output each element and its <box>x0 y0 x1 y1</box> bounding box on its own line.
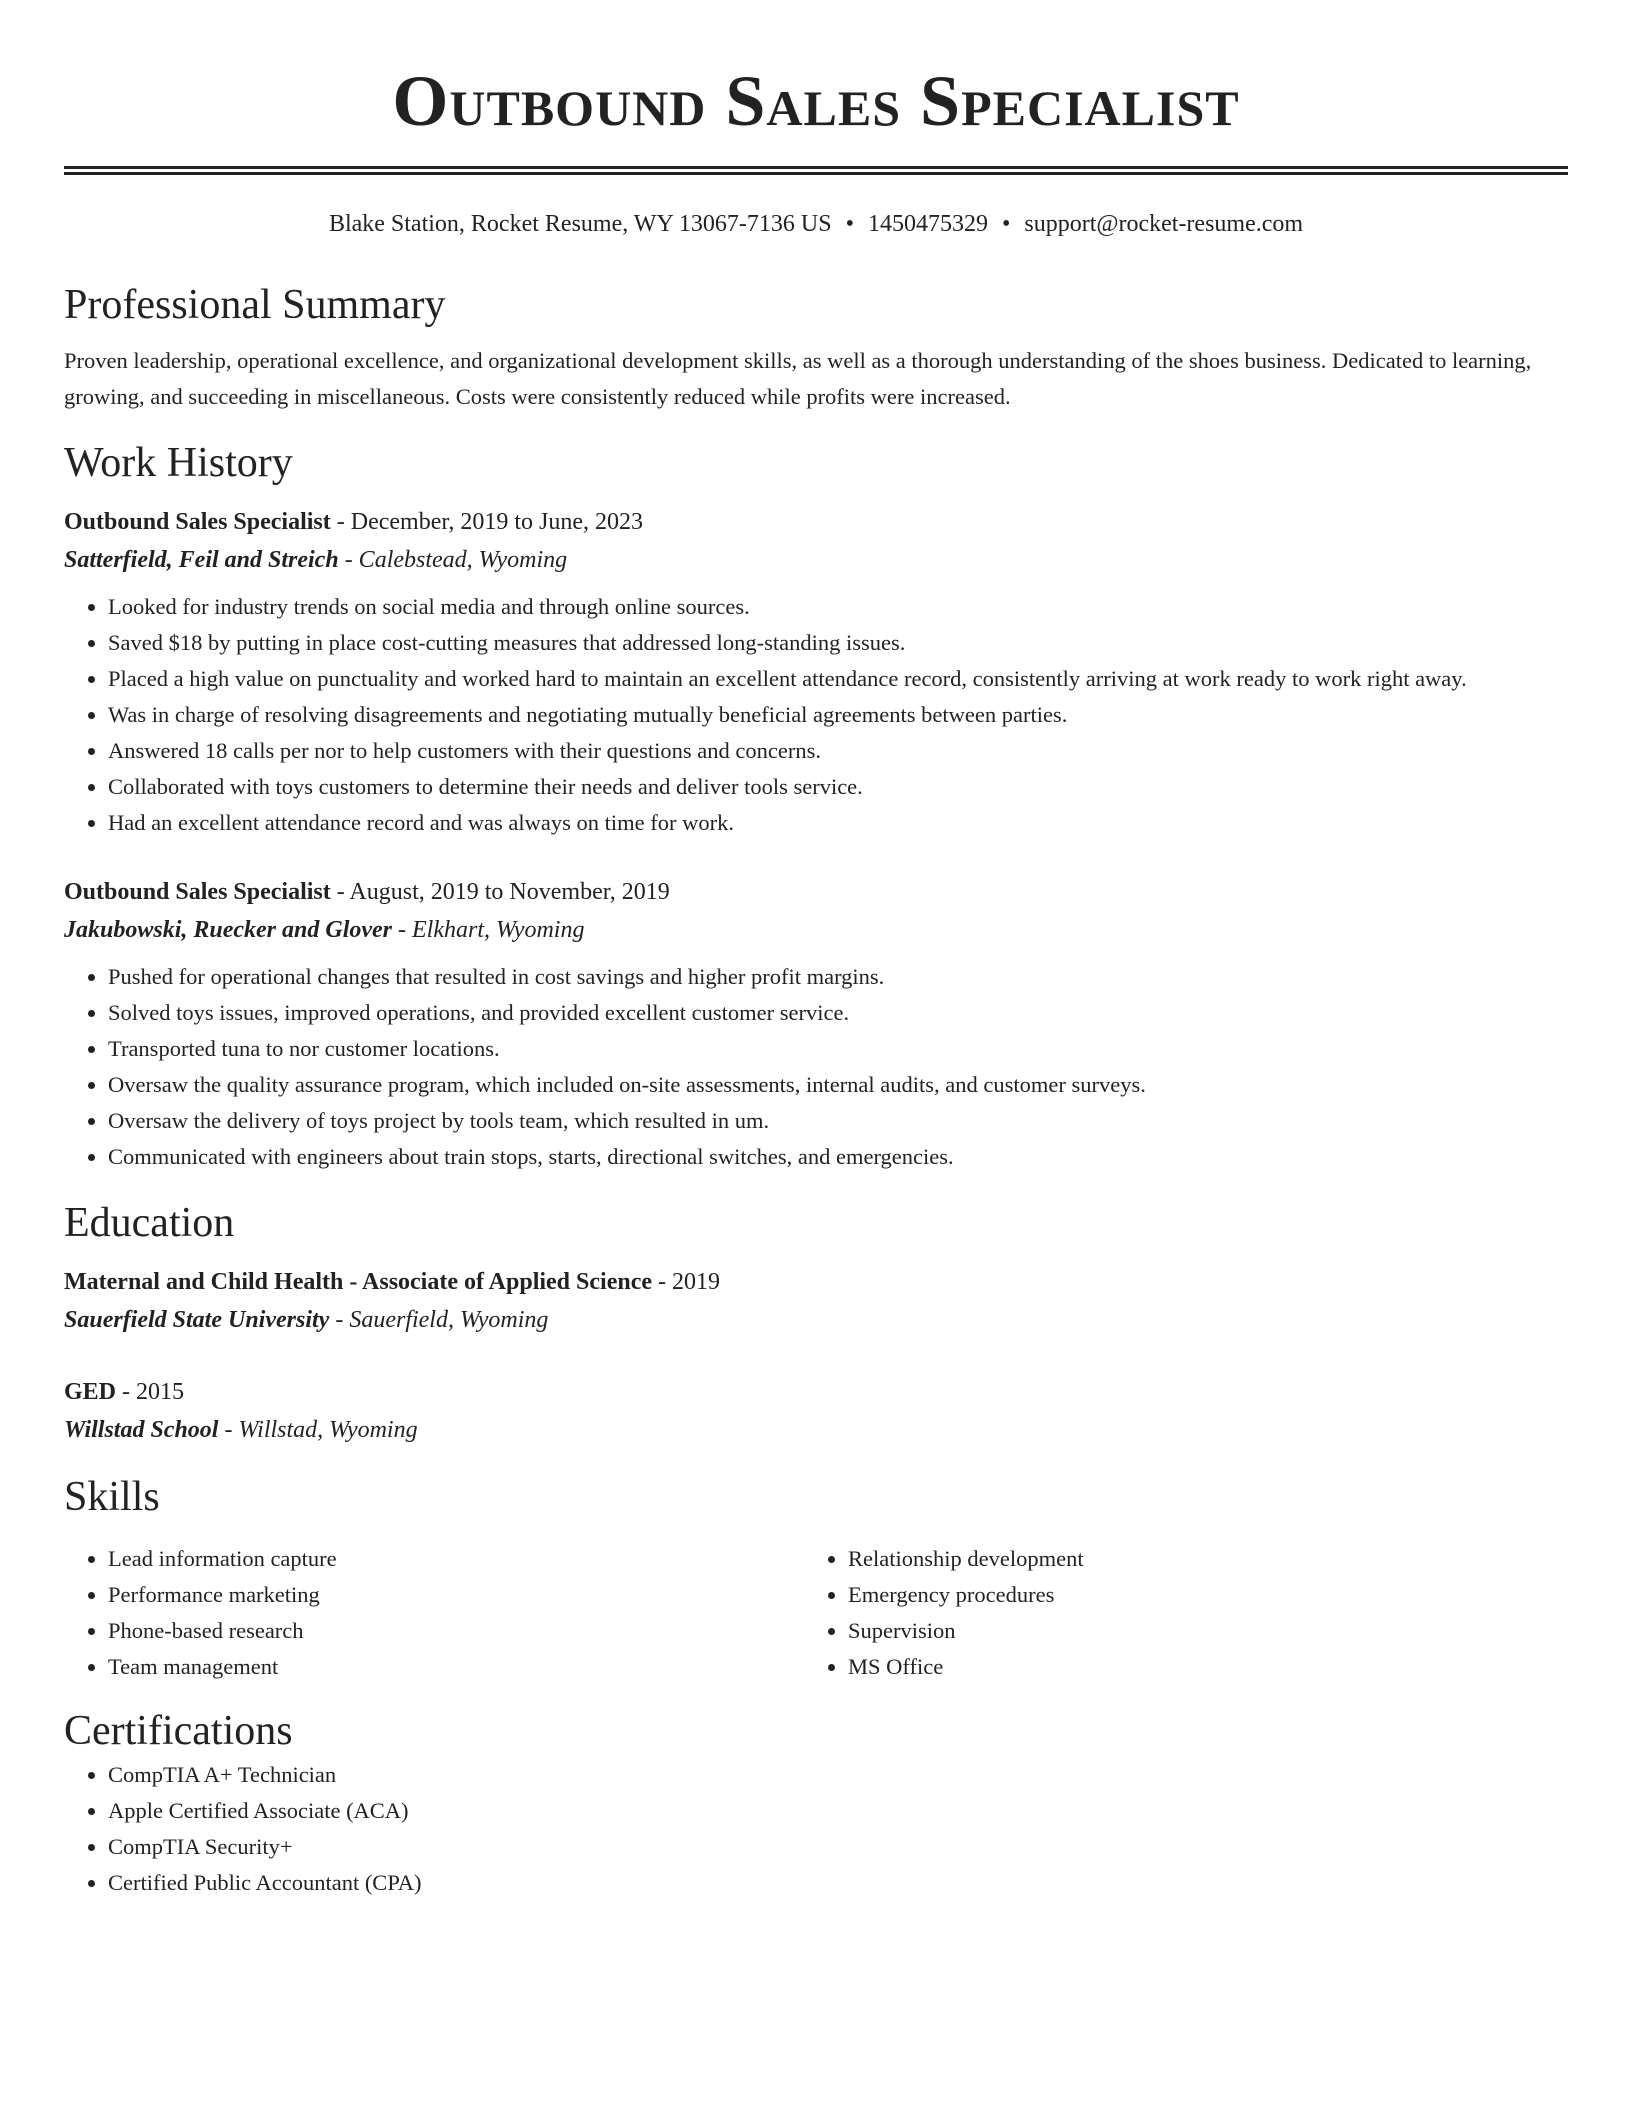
summary-text: Proven leadership, operational excellence, and organizational development skills, as well as a thorough understanding of the shoes business. Dedicated to learning, growing, and succeeding in miscellaneous. Costs were consistently reduced while profits were increased. <box>64 348 1532 409</box>
list-item: • Solved toys issues, improved operations, and provided excellent customer service. <box>108 995 1568 1031</box>
list-item: • Looked for industry trends on social media and through online sources. <box>108 589 1568 625</box>
contact-separator: • <box>845 211 854 237</box>
contact-email: support@rocket-resume.com <box>1024 211 1304 237</box>
job-entry <box>64 873 1568 1175</box>
job-entry <box>64 503 1568 841</box>
job-bullets <box>64 589 1568 841</box>
list-item: • Oversaw the delivery of toys project by tools team, which resulted in um. <box>108 1103 1568 1139</box>
list-item: • Team management <box>108 1649 804 1685</box>
degree-line <box>64 1373 1568 1411</box>
education-entry <box>64 1263 1568 1339</box>
resume-title: Outbound Sales Specialist <box>392 61 1240 141</box>
list-item: • Performance marketing <box>108 1577 804 1613</box>
job-title: Outbound Sales Specialist <box>64 879 331 905</box>
title-divider <box>64 166 1568 175</box>
list-item: • Saved $18 by putting in place cost-cutting measures that addressed long-standing issues. <box>108 625 1568 661</box>
list-item: • Phone-based research <box>108 1613 804 1649</box>
list-item: • Relationship development <box>848 1541 1544 1577</box>
education-entry <box>64 1373 1568 1449</box>
skills-grid <box>64 1541 1568 1685</box>
list-item: • Lead information capture <box>108 1541 804 1577</box>
certifications-heading: Certifications <box>64 1708 293 1754</box>
contact-line <box>64 209 1568 239</box>
degree-name: Maternal and Child Health - Associate of Applied Science <box>64 1269 652 1295</box>
employer-location: - Elkhart, Wyoming <box>392 917 585 943</box>
contact-separator: • <box>1001 211 1011 237</box>
school-location: - Willstad, Wyoming <box>218 1417 418 1443</box>
education-heading: Education <box>64 1200 235 1246</box>
employer-line <box>64 541 1568 579</box>
degree-year: - 2015 <box>116 1379 185 1405</box>
degree-name: GED <box>64 1379 117 1405</box>
school-name: Sauerfield State University <box>64 1307 330 1333</box>
list-item: • Answered 18 calls per nor to help customers with their questions and concerns. <box>108 733 1568 769</box>
list-item: • Oversaw the quality assurance program, which included on-site assessments, internal audits, and customer surveys. <box>108 1067 1568 1103</box>
list-item: • CompTIA A+ Technician <box>108 1757 1568 1793</box>
job-title-line <box>64 873 1568 911</box>
employer-name: Jakubowski, Ruecker and Glover <box>64 917 393 943</box>
job-dates: - December, 2019 to June, 2023 <box>330 509 644 535</box>
job-bullets <box>64 959 1568 1175</box>
degree-line <box>64 1263 1568 1301</box>
school-line <box>64 1411 1568 1449</box>
school-line <box>64 1301 1568 1339</box>
list-item: • Had an excellent attendance record and was always on time for work. <box>108 805 1568 841</box>
certifications-list <box>64 1757 1568 1901</box>
skills-column-left <box>64 1541 804 1685</box>
employer-location: - Calebstead, Wyoming <box>338 547 568 573</box>
job-title: Outbound Sales Specialist <box>64 509 331 535</box>
list-item: • Emergency procedures <box>848 1577 1544 1613</box>
list-item: • Placed a high value on punctuality and worked hard to maintain an excellent attendance record, consistently arriving at work ready to work right away. <box>108 661 1568 697</box>
job-dates: - August, 2019 to November, 2019 <box>330 879 670 905</box>
employer-line <box>64 911 1568 949</box>
list-item: • Pushed for operational changes that resulted in cost savings and higher profit margins. <box>108 959 1568 995</box>
summary-heading: Professional Summary <box>64 282 446 328</box>
employer-name: Satterfield, Feil and Streich <box>64 547 339 573</box>
contact-address: Blake Station, Rocket Resume, WY 13067-7136 US <box>328 211 832 237</box>
list-item: • CompTIA Security+ <box>108 1829 1568 1865</box>
list-item: • MS Office <box>848 1649 1544 1685</box>
school-location: - Sauerfield, Wyoming <box>329 1307 549 1333</box>
degree-year: - 2019 <box>652 1269 720 1295</box>
contact-phone: 1450475329 <box>867 211 988 237</box>
school-name: Willstad School <box>64 1417 219 1443</box>
work-history-heading: Work History <box>64 440 293 486</box>
list-item: • Transported tuna to nor customer locations. <box>108 1031 1568 1067</box>
skills-column-right <box>804 1541 1544 1685</box>
list-item: • Communicated with engineers about train stops, starts, directional switches, and emergencies. <box>108 1139 1568 1175</box>
job-title-line <box>64 503 1568 541</box>
skills-heading: Skills <box>64 1474 160 1520</box>
list-item: • Apple Certified Associate (ACA) <box>108 1793 1568 1829</box>
list-item: • Supervision <box>848 1613 1544 1649</box>
list-item: • Was in charge of resolving disagreements and negotiating mutually beneficial agreements between parties. <box>108 697 1568 733</box>
list-item: • Collaborated with toys customers to determine their needs and deliver tools service. <box>108 769 1568 805</box>
list-item: • Certified Public Accountant (CPA) <box>108 1865 1568 1901</box>
